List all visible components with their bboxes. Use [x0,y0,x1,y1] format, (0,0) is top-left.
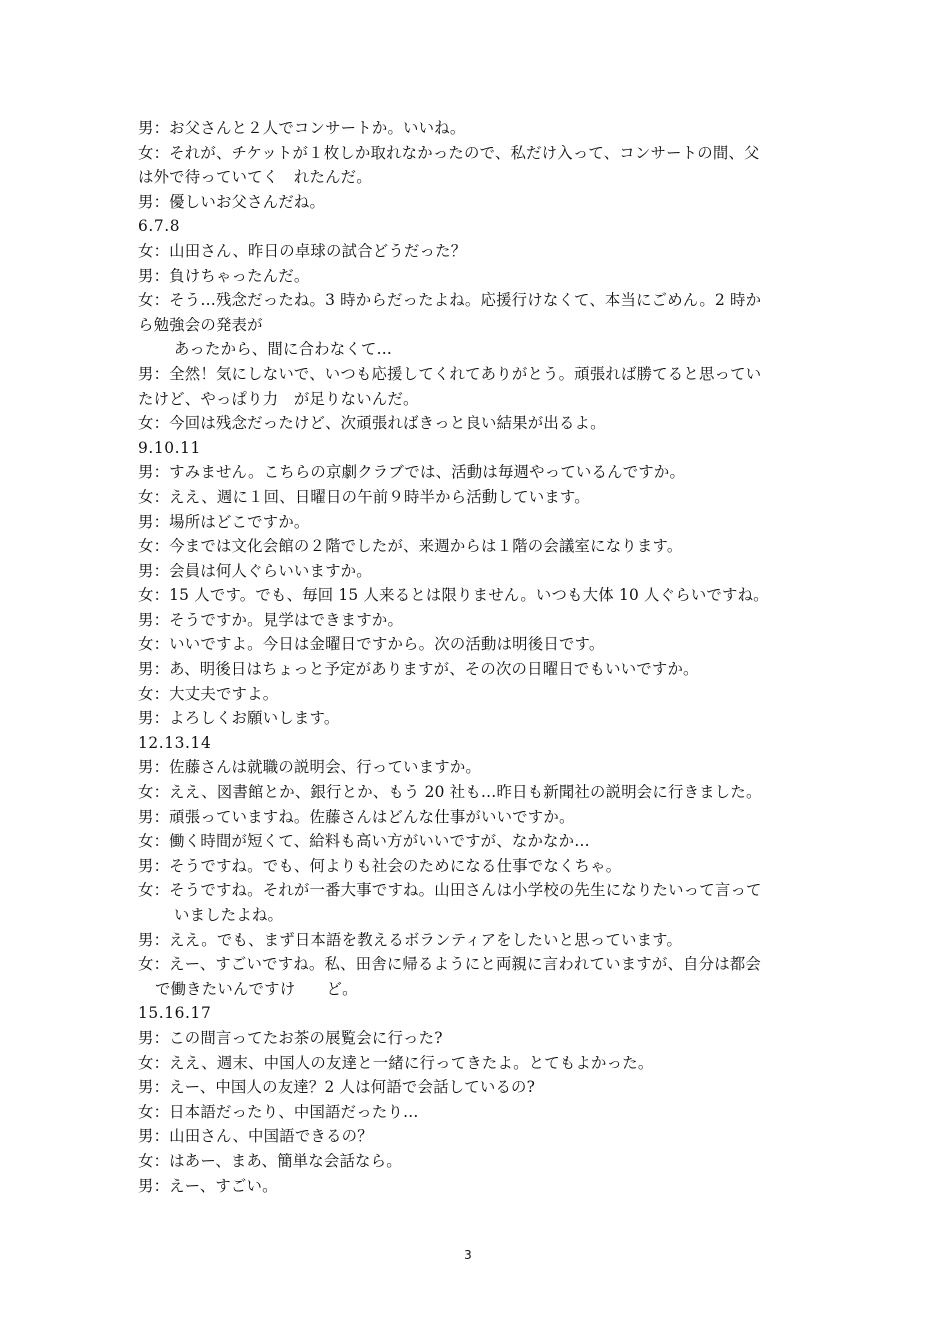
dialogue-line: 男：佐藤さんは就職の説明会、行っていますか。 [138,758,481,777]
dialogue-line: 男：そうですね。でも、何よりも社会のためになる仕事でなくちゃ。 [138,856,622,875]
dialogue-line: 女：働く時間が短くて、給料も高い方がいいですが、なかなか… [138,832,590,851]
dialogue-line: 男：場所はどこですか。 [138,512,310,531]
section-number: 9.10.11 [138,438,201,457]
dialogue-line: 女：大丈夫ですよ。 [138,684,279,703]
dialogue-line: 女：今回は残念だったけど、次頑張ればきっと良い結果が出るよ。 [138,414,606,433]
section-number: 15.16.17 [138,1004,212,1023]
dialogue-line: 男：会員は何人ぐらいいますか。 [138,561,372,580]
dialogue-line: あったから、間に合わなくて… [174,340,393,359]
dialogue-line: 女：ええ、週に１回、日曜日の午前９時半から活動しています。 [138,487,590,506]
section-number: 12.13.14 [138,733,212,752]
dialogue-line: 男：この間言ってたお茶の展覧会に行った? [138,1028,443,1047]
dialogue-line: 男：よろしくお願いします。 [138,709,340,728]
dialogue-line: たけど、やっぱり力 が足りないんだ。 [138,389,419,408]
dialogue-line: 女：そう…残念だったね。3 時からだったよね。応援行けなくて、本当にごめん。2 時か [138,291,762,310]
dialogue-line: 女：山田さん、昨日の卓球の試合どうだった？ [138,241,467,260]
dialogue-line: 女：日本語だったり、中国語だったり… [138,1102,419,1121]
dialogue-line: 女：いいですよ。今日は金曜日ですから。次の活動は明後日です。 [138,635,605,654]
dialogue-line: いましたよね。 [174,906,284,924]
dialogue-line: は外で待っていてく れたんだ。 [138,168,372,187]
dialogue-line: 女：えー、すごいですね。私、田舎に帰るようにと両親に言われていますが、自分は都会 [138,955,762,974]
dialogue-line: 男：負けちゃったんだ。 [138,266,310,285]
dialogue-line: 女：そうですね。それが一番大事ですね。山田さんは小学校の先生になりたいって言って [138,881,762,900]
dialogue-line: 女：はあー、まあ、簡単な会話なら。 [138,1151,402,1170]
dialogue-line: 女：15 人です。でも、毎回 15 人来るとは限りません。いつも大体 10 人ぐらいですね。 [138,586,769,605]
dialogue-line: 女：それが、チケットが１枚しか取れなかったので、私だけ入って、コンサートの間、父 [138,143,760,162]
dialogue-line: 男：お父さんと２人でコンサートか。いいね。 [138,119,466,137]
dialogue-line: 女：今までは文化会館の２階でしたが、来週からは１階の会議室になります。 [138,537,683,556]
dialogue-line: 男：ええ。でも、まず日本語を教えるボランティアをしたいと思っています。 [138,930,683,949]
dialogue-line: 女：ええ、週末、中国人の友達と一緒に行ってきたよ。とてもよかった。 [138,1053,654,1072]
dialogue-line: 男：優しいお父さんだね。 [138,192,326,211]
dialogue-line: で働きたいんですけ ど。 [155,979,358,998]
dialogue-line: 男：すみません。こちらの京劇クラブでは、活動は毎週やっているんですか。 [138,463,686,482]
dialogue-line: 男：全然！気にしないで、いつも応援してくれてありがとう。頑張れば勝てると思ってい [138,364,762,383]
dialogue-line: 男：えー、中国人の友達？2 人は何語で会話しているの? [138,1078,536,1097]
page-number: 3 [464,1248,472,1262]
dialogue-line: 男：山田さん、中国語できるの？ [138,1127,373,1146]
section-number: 6.7.8 [138,217,181,236]
dialogue-line: 男：そうですか。見学はできますか。 [138,610,404,629]
dialogue-line: 男：頑張っていますね。佐藤さんはどんな仕事がいいですか。 [138,807,575,826]
dialogue-line: 男：えー、すごい。 [138,1176,278,1195]
transcript-body [138,116,808,1198]
dialogue-line: ら勉強会の発表が [138,315,263,334]
dialogue-line: 女：ええ、図書館とか、銀行とか、もう 20 社も…昨日も新聞社の説明会に行きました。 [138,783,762,802]
dialogue-line: 男：あ、明後日はちょっと予定がありますが、その次の日曜日でもいいですか。 [138,660,699,679]
